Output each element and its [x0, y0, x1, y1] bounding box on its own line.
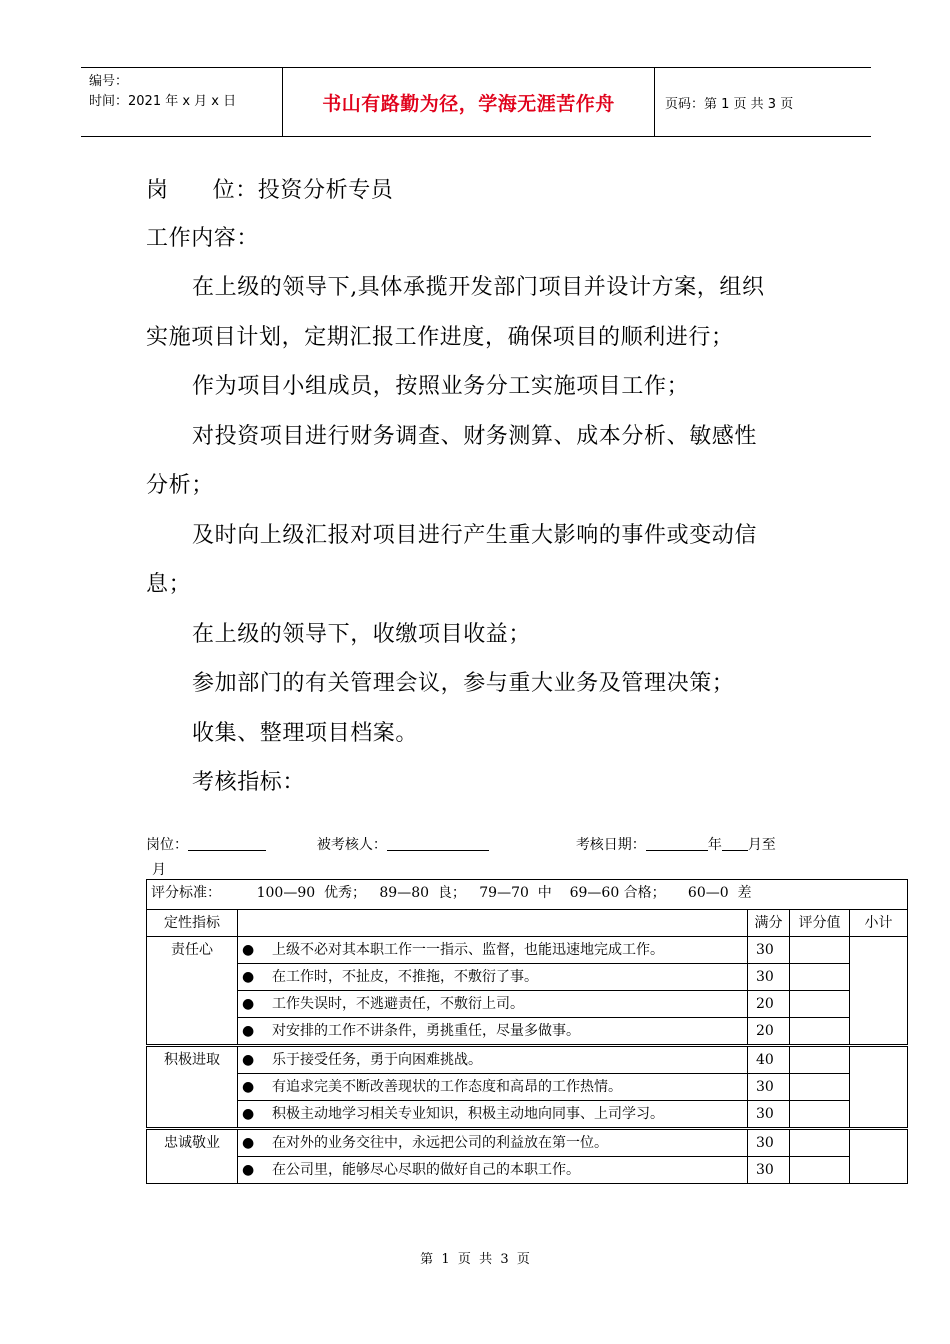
bullet-icon: ●: [242, 942, 255, 958]
subtotal-cell[interactable]: [850, 1046, 908, 1129]
subtotal-cell[interactable]: [850, 937, 908, 1046]
full-score: 20: [748, 991, 790, 1018]
page-header: [81, 67, 871, 137]
rating-cell[interactable]: [790, 1046, 850, 1074]
item-text: 乐于接受任务，勇于向困难挑战。: [272, 1052, 482, 1068]
bullet-icon: ●: [242, 1079, 255, 1095]
rating-cell[interactable]: [790, 1101, 850, 1129]
month-blank[interactable]: [722, 836, 748, 851]
form-month: 月: [152, 862, 166, 878]
item-text: 对安排的工作不讲条件，勇挑重任，尽量多做事。: [272, 1023, 580, 1039]
paragraph-line: 收集、整理项目档案。: [192, 721, 419, 746]
group-name: 忠诚敬业: [147, 1129, 238, 1184]
assessment-label: 考核指标：: [192, 770, 306, 795]
rating-cell[interactable]: [790, 937, 850, 964]
table-row: [147, 964, 908, 991]
bullet-icon: ●: [242, 1106, 255, 1122]
table-row: [147, 1129, 908, 1157]
header-meta: [81, 68, 283, 136]
month-to-label: 月至: [747, 837, 776, 853]
number-label: 编号：: [89, 74, 129, 89]
bullet-icon: ●: [242, 996, 255, 1012]
year-label: 年: [707, 837, 722, 853]
post-field-blank[interactable]: [188, 836, 266, 851]
scoring-standard-row: [147, 880, 908, 910]
group-name: 责任心: [147, 937, 238, 1046]
paragraph-line: 对投资项目进行财务调查、财务测算、成本分析、敏感性: [192, 424, 758, 449]
bullet-icon: ●: [242, 1052, 255, 1068]
rating-cell[interactable]: [790, 964, 850, 991]
full-score: 40: [748, 1046, 790, 1074]
scoring-standard: 评分标准： 100—90 优秀； 89—80 良； 79—70 中 69—60 合格； 60—0 差: [147, 880, 908, 910]
bullet-icon: ●: [242, 1162, 255, 1178]
year-blank[interactable]: [646, 836, 708, 851]
item-text: 在对外的业务交往中，永远把公司的利益放在第一位。: [272, 1135, 608, 1151]
time-label: 时间：2021 年 x 月 x 日: [89, 94, 237, 109]
subtotal-cell[interactable]: [850, 1129, 908, 1184]
post-label-a: 岗: [146, 178, 169, 203]
table-row: [147, 1101, 908, 1129]
full-score: 30: [748, 1074, 790, 1101]
item-text: 上级不必对其本职工作一一指示、监督，也能迅速地完成工作。: [272, 942, 664, 958]
header-rating: 评分值: [790, 910, 850, 937]
rating-cell[interactable]: [790, 1157, 850, 1184]
table-row: [147, 937, 908, 964]
header-full-score: 满分: [748, 910, 790, 937]
paragraph-line: 实施项目计划，定期汇报工作进度，确保项目的顺利进行；: [146, 325, 734, 350]
full-score: 30: [748, 964, 790, 991]
header-subtotal: 小计: [850, 910, 908, 937]
item-text: 在公司里，能够尽心尽职的做好自己的本职工作。: [272, 1162, 580, 1178]
full-score: 20: [748, 1018, 790, 1046]
rating-cell[interactable]: [790, 1018, 850, 1046]
paragraph-line: 在上级的领导下，收缴项目收益；: [192, 622, 532, 647]
full-score: 30: [748, 1129, 790, 1157]
bullet-icon: ●: [242, 969, 255, 985]
date-field-label: 考核日期：: [575, 837, 646, 853]
header-blank: [238, 910, 748, 937]
paragraph-line: 及时向上级汇报对项目进行产生重大影响的事件或变动信: [192, 523, 758, 548]
evaluation-table: [146, 879, 908, 1184]
item-text: 积极主动地学习相关专业知识，积极主动地向同事、上司学习。: [272, 1106, 664, 1122]
page-footer: 第 1 页 共 3 页: [420, 1252, 530, 1267]
item-text: 在工作时，不扯皮，不推拖，不敷衍了事。: [272, 969, 538, 985]
rating-cell[interactable]: [790, 991, 850, 1018]
table-row: [147, 1157, 908, 1184]
job-content-label: 工作内容：: [146, 226, 260, 251]
paragraph-line: 参加部门的有关管理会议，参与重大业务及管理决策；: [192, 671, 735, 696]
paragraph-line: 作为项目小组成员，按照业务分工实施项目工作；: [192, 374, 690, 399]
assessee-field-label: 被考核人：: [316, 837, 387, 853]
bullet-icon: ●: [242, 1135, 255, 1151]
bullet-icon: ●: [242, 1023, 255, 1039]
header-motto: 书山有路勤为径，学海无涯苦作舟: [283, 68, 655, 136]
table-row: [147, 1074, 908, 1101]
table-row: [147, 1018, 908, 1046]
rating-cell[interactable]: [790, 1074, 850, 1101]
paragraph-line: 息；: [146, 572, 192, 597]
group-name: 积极进取: [147, 1046, 238, 1129]
full-score: 30: [748, 1101, 790, 1129]
table-row: [147, 1046, 908, 1074]
table-row: [147, 991, 908, 1018]
paragraph-line: 分析；: [146, 473, 214, 498]
item-text: 有追求完美不断改善现状的工作态度和高昂的工作热情。: [272, 1079, 622, 1095]
header-indicator: 定性指标: [147, 910, 238, 937]
full-score: 30: [748, 1157, 790, 1184]
full-score: 30: [748, 937, 790, 964]
assessee-field-blank[interactable]: [387, 836, 489, 851]
post-line: [146, 173, 393, 204]
table-header-row: [147, 910, 908, 937]
form-meta: [146, 834, 776, 854]
post-field-label: 岗位：: [146, 837, 188, 853]
post-label-b: 位：投资分析专员: [212, 178, 394, 203]
item-text: 工作失误时，不逃避责任，不敷衍上司。: [272, 996, 524, 1012]
header-page-code: 页码：第 1 页 共 3 页: [665, 96, 794, 112]
rating-cell[interactable]: [790, 1129, 850, 1157]
paragraph-line: 在上级的领导下,具体承揽开发部门项目并设计方案，组织: [192, 275, 765, 300]
